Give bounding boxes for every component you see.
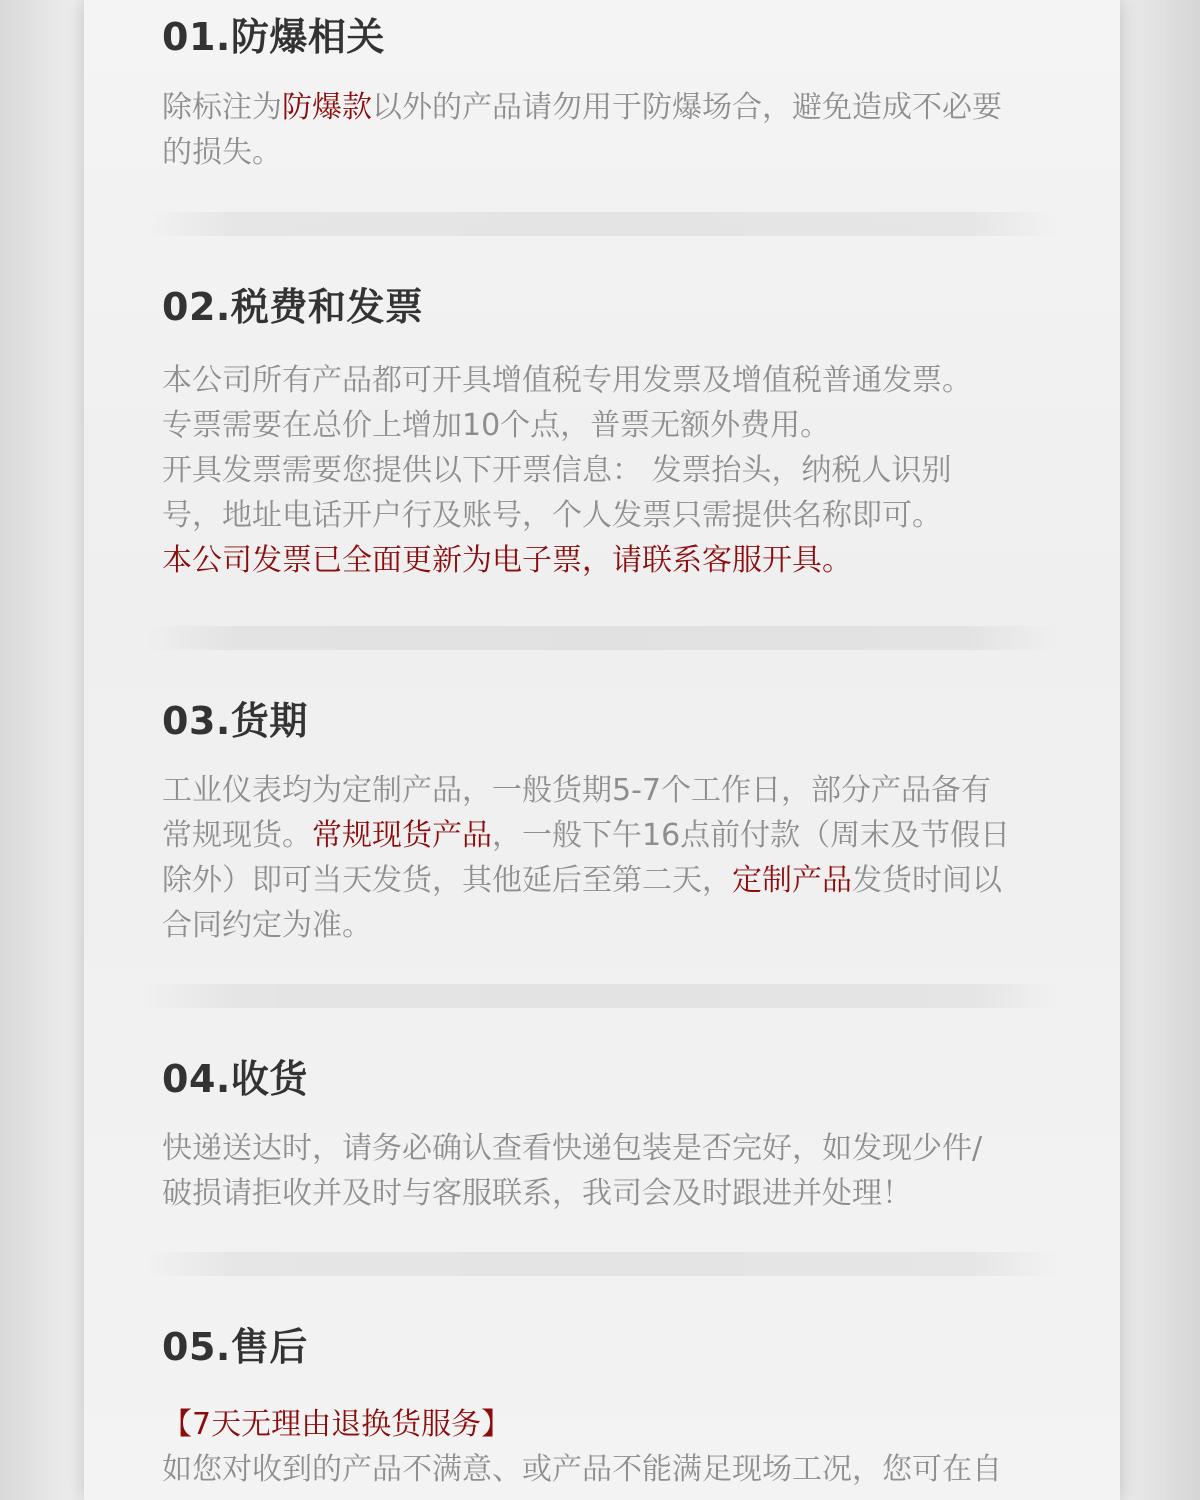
section-body: [162, 1447, 1062, 1492]
section-divider: [144, 626, 1060, 650]
text-run: ，一般下午16点前付款（周末及节假日: [492, 818, 1011, 853]
body-line: 如您对收到的产品不满意、或产品不能满足现场工况，您可在自: [162, 1452, 1002, 1487]
section-body: [162, 85, 1062, 175]
section-divider: [144, 984, 1060, 1008]
body-line: 专票需要在总价上增加10个点，普票无额外费用。: [162, 408, 831, 443]
body-line: [162, 85, 1062, 130]
section-divider: [144, 1252, 1060, 1276]
section-body: [162, 358, 1062, 583]
section-title: 05.售后: [162, 1325, 308, 1369]
highlight-text: 常规现货产品: [312, 818, 492, 853]
body-line: [162, 813, 1062, 858]
section-title: 02.税费和发票: [162, 285, 424, 329]
body-line: 本公司所有产品都可开具增值税专用发票及增值税普通发票。: [162, 363, 972, 398]
section-title: 03.货期: [162, 699, 308, 743]
text-run: 除外）即可当天发货，其他延后至第二天，: [162, 863, 732, 898]
body-line: [162, 858, 1062, 903]
return-policy-tag: 【7天无理由退换货服务】: [162, 1407, 512, 1442]
text-run: 除标注为: [162, 90, 282, 125]
body-line: 破损请拒收并及时与客服联系，我司会及时跟进并处理！: [162, 1176, 912, 1211]
highlight-line: 本公司发票已全面更新为电子票，请联系客服开具。: [162, 543, 852, 578]
section-divider: [144, 212, 1060, 236]
highlight-text: 定制产品: [732, 863, 852, 898]
text-run: 常规现货。: [162, 818, 312, 853]
body-line: 开具发票需要您提供以下开票信息： 发票抬头，纳税人识别: [162, 453, 952, 488]
policy-card: [84, 0, 1120, 1500]
body-line: 号，地址电话开户行及账号，个人发票只需提供名称即可。: [162, 498, 942, 533]
body-line: 的损失。: [162, 135, 282, 170]
body-line: 工业仪表均为定制产品，一般货期5-7个工作日，部分产品备有: [162, 773, 991, 808]
text-run: 发货时间以: [852, 863, 1002, 898]
text-run: 以外的产品请勿用于防爆场合，避免造成不必要: [372, 90, 1002, 125]
highlight-text: 防爆款: [282, 90, 372, 125]
section-title: 04.收货: [162, 1057, 308, 1101]
body-line: 快递送达时，请务必确认查看快递包装是否完好，如发现少件/: [162, 1131, 983, 1166]
section-body: [162, 1126, 1062, 1216]
section-title: 01.防爆相关: [162, 15, 385, 59]
body-line: 合同约定为准。: [162, 908, 372, 943]
section-body: [162, 768, 1062, 948]
